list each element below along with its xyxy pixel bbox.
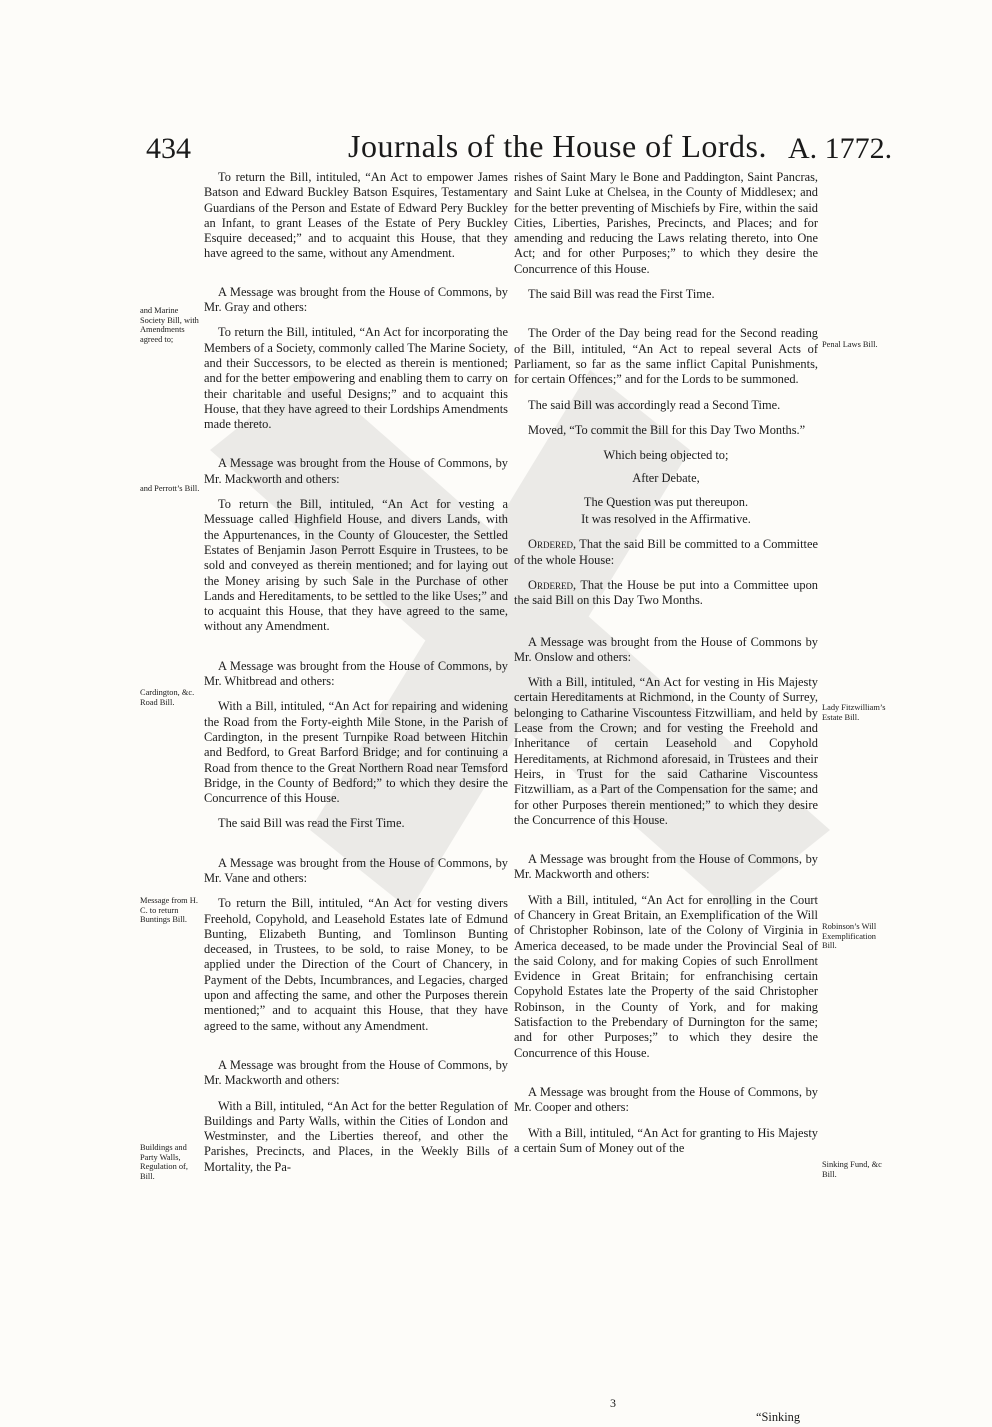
paragraph: The Order of the Day being read for the Second reading of the Bill, intituled, “An Act to repeal several Acts of Parliament, so far as the same inflict Capital Punishments, for certain Offences;” and for the Lords to be summoned. bbox=[514, 326, 818, 387]
paragraph: It was resolved in the Affirmative. bbox=[581, 512, 751, 527]
paragraph: To return the Bill, intituled, “An Act to empower James Batson and Edward Buckley Batson Esquires, Testamentary Guardians of the Person and Estate of Edward Pery Buckley an Infant, to grant Leases of the Estate of Pery Buckley Esquire deceased;” and to acquaint this House, that they have agreed to the same, without any Amendment. bbox=[204, 170, 508, 261]
paragraph: A Message was brought from the House of Commons by Mr. Onslow and others: bbox=[514, 634, 818, 664]
paragraph-text: That the House be put into a Committee upon the said Bill on this Day Two Months. bbox=[514, 577, 818, 608]
paragraph: Which being objected to; bbox=[603, 448, 729, 463]
paragraph: A Message was brought from the House of Commons, by Mr. Vane and others: bbox=[204, 855, 508, 885]
paragraph: With a Bill, intituled, “An Act for repairing and widening the Road from the Forty-eighth Mile Stone, in the Parish of Cardington, in the present Turnpike Road between Hitchin and Bedford, to Great Barford Bridge; and for continuing a Road from thence to the Great Northern Road near Temsford Bridge, in the County of Bedford;” to which they desire the Concurrence of this House. bbox=[204, 699, 508, 806]
margin-note-bunting: Message from H. C. to return Buntings Bill. bbox=[140, 896, 198, 925]
paragraph: With a Bill, intituled, “An Act for vesting in His Majesty certain Hereditaments at Richmond, in the County of Surrey, belonging to Catharine Viscountess Fitzwilliam, and held by Lease from the Crown; and for vesting the Freehold and Inheritance of certain Leasehold and Copyhold Hereditaments, at Richmond aforesaid, in Trustees and their Heirs, in Trust for the said Catharine Viscountess Fitzwilliam, as a Part of the Compensation for the same; and for other Purposes therein mentioned;” to which they desire the Concurrence of this House. bbox=[514, 675, 818, 827]
ordered-paragraph bbox=[514, 537, 818, 568]
page-number: 434 bbox=[146, 132, 191, 165]
paragraph: With a Bill, intituled, “An Act for the better Regulation of Buildings and Party Walls, within the Cities of London and Westminster, and the Liberties thereof, and other the Parishes, Precincts, and Places, in the Weekly Bills of Mortality, the Pa- bbox=[204, 1098, 508, 1174]
margin-note-buildings: Buildings and Party Walls, Regulation of, Bill. bbox=[140, 1143, 188, 1181]
paragraph: A Message was brought from the House of Commons, by Mr. Mackworth and others: bbox=[204, 1057, 508, 1088]
paragraph: The said Bill was read the First Time. bbox=[528, 287, 715, 302]
paragraph: To return the Bill, intituled, “An Act for vesting divers Freehold, Copyhold, and Leasehold Estates late of Edmund Bunting, Elizabeth Bunting, and Tomlinson Bunting deceased, in Trustees, to be sold, to raise Money, to be applied under the Direction of the Court of Chancery, in Payment of the Debts, Incumbrances, and Legacies, charged upon and affecting the same, and other the Purposes therein mentioned;” and to acquaint this House, that they have agreed to the same, without any Amendment. bbox=[204, 896, 508, 1033]
paragraph: Moved, “To commit the Bill for this Day Two Months.” bbox=[528, 422, 806, 437]
ordered-paragraph bbox=[514, 578, 818, 609]
paragraph: The said Bill was accordingly read a Second Time. bbox=[528, 397, 781, 412]
catchword: “Sinking bbox=[756, 1410, 801, 1424]
paragraph: After Debate, bbox=[632, 471, 700, 486]
right-column bbox=[514, 170, 818, 1156]
paragraph-text: That the said Bill be committed to a Committee of the whole House: bbox=[514, 537, 818, 567]
paragraph: A Message was brought from the House of Commons, by Mr. Mackworth and others: bbox=[514, 852, 818, 882]
ordered-label: Ordered, bbox=[528, 577, 577, 592]
paragraph: A Message was brought from the House of Commons, by Mr. Mackworth and others: bbox=[204, 456, 508, 486]
margin-note-perrott: and Perrott’s Bill. bbox=[140, 484, 200, 493]
paragraph: A Message was brought from the House of Commons, by Mr. Whitbread and others: bbox=[204, 658, 508, 689]
paragraph: The said Bill was read the First Time. bbox=[218, 816, 405, 831]
paragraph: The Question was put thereupon. bbox=[583, 494, 749, 509]
paragraph: rishes of Saint Mary le Bone and Paddington, Saint Pancras, and Saint Luke at Chelsea, in the County of Middlesex; and for the better preventing of Mischiefs by Fire, within the said Cities, Liberties, Parishes, Precincts, and Places; and for amending and reducing the Laws relating thereto, into One Act; and for other Purposes;” to which they desire the Concurrence of this House. bbox=[514, 170, 818, 276]
signature-mark: 3 bbox=[610, 1396, 616, 1410]
page-year: A. 1772. bbox=[788, 132, 893, 165]
margin-note-cardington: Cardington, &c. Road Bill. bbox=[140, 688, 195, 707]
margin-note-fitzwilliam: Lady Fitzwilliam’s Estate Bill. bbox=[822, 703, 886, 722]
paragraph: A Message was brought from the House of Commons, by Mr. Cooper and others: bbox=[514, 1084, 818, 1115]
paragraph: To return the Bill, intituled, “An Act for vesting a Messuage called Highfield House, and divers Lands, with the Appurtenances, in the County of Gloucester, the Settled Estates of Benjamin Jason Perrott Esquire in Trustees, to be sold and conveyed as therein mentioned; and for laying out the Money arising by such Sale in the Purchase of other Lands and Hereditaments, to be settled to the like Uses;” and to acquaint this House, that they have agreed to the same, without any Amendment. bbox=[204, 497, 508, 634]
paragraph: A Message was brought from the House of Commons, by Mr. Gray and others: bbox=[204, 284, 508, 315]
left-column bbox=[204, 170, 508, 1175]
page-title: Journals of the House of Lords. bbox=[348, 128, 767, 164]
margin-note-penal-laws: Penal Laws Bill. bbox=[822, 340, 878, 349]
paragraph: With a Bill, intituled, “An Act for granting to His Majesty a certain Sum of Money out of the bbox=[514, 1125, 818, 1155]
margin-note-robinson: Robinson’s Will Exemplification Bill. bbox=[822, 922, 877, 951]
ordered-label: Ordered, bbox=[528, 537, 577, 552]
margin-note-marine-society: and Marine Society Bill, with Amendments agreed to; bbox=[140, 306, 199, 344]
paragraph: To return the Bill, intituled, “An Act for incorporating the Members of a Society, commonly called The Marine Society, and their Successors, to be elected as therein is mentioned; and for the better empowering and enabling them to carry on their charitable and useful Designs;” and to acquaint this House, that they have agreed to their Lordships Amendments made thereto. bbox=[204, 325, 508, 432]
paragraph: With a Bill, intituled, “An Act for enrolling in the Court of Chancery in Great Britain, an Exemplification of the Will of Christopher Robinson, late of the Colony of Virginia in America deceased, to be made under the Provincial Seal of the said Colony, and for making Copies of such Enrollment Evidence in Great Britain; for enfranchising certain Copyhold Estates late the Property of the said Christopher Robinson, in the County of York, and for making Satisfaction to the Prebendary of Durnington for the same; and for other Purposes;” to which they desire the Concurrence of this House. bbox=[514, 892, 818, 1060]
margin-note-sinking-fund: Sinking Fund, &c Bill. bbox=[822, 1160, 882, 1179]
